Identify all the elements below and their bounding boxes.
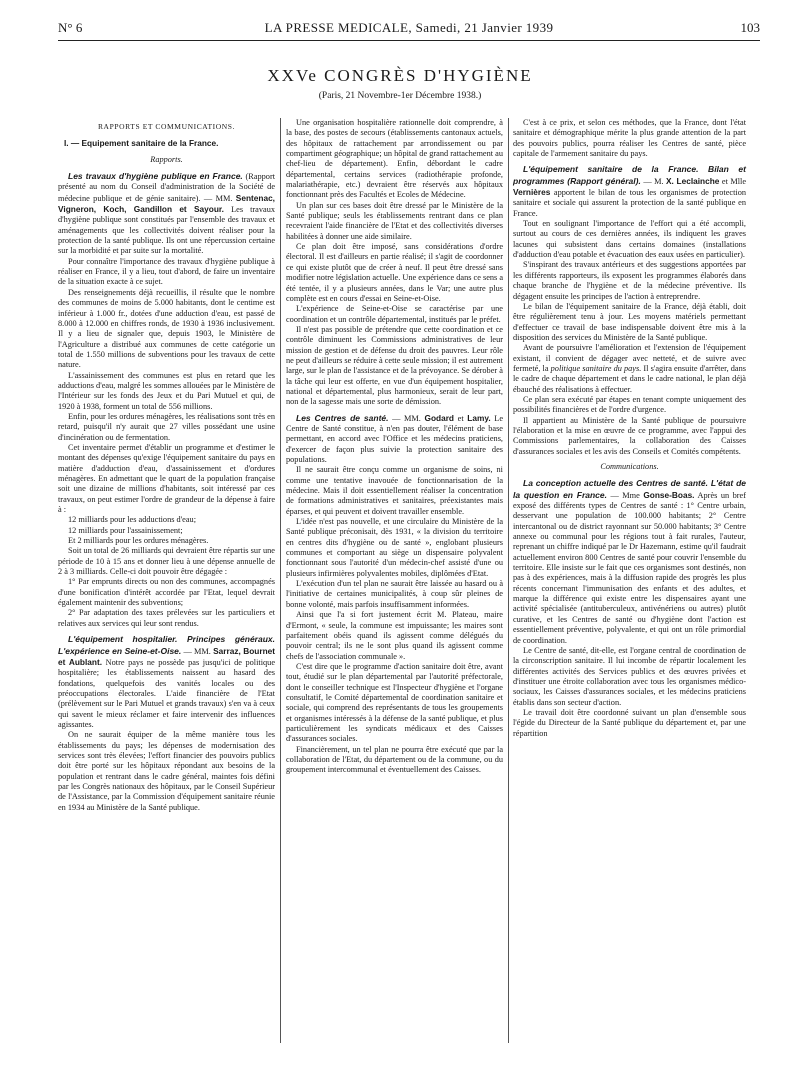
paragraph: S'inspirant des travaux antérieurs et des suggestions apportées par les différents rapporteurs, ils exposent les programmes élaborés dans chaque branche de l'hygiène et de la médecine préventive. Ils dégagent ensuite les principes de l'action à entreprendre. (513, 260, 746, 301)
article-heading: L'équipement hospitalier. Principes généraux. L'expérience en Seine-et-Oise. (58, 634, 275, 656)
sub-label-communications: Communications. (600, 462, 659, 471)
paragraph: Le travail doit être coordonné suivant un plan d'ensemble sous l'égide du Directeur de la Santé publique du département et, par une répartition (513, 707, 746, 738)
paragraph: 1° Par emprunts directs ou non des communes, accompagnés d'une bonification d'intérêt accordée par l'Etat, lequel devrait également maintenir des subventions; (58, 577, 275, 608)
paragraph: C'est à ce prix, et selon ces méthodes, que la France, dont l'état sanitaire et démographique mérite la plus grande attention de la part des pouvoirs publics, pourra réaliser les Centres de santé, pièce capitale de l'armement sanitaire du pays. (513, 118, 746, 159)
paragraph: Pour connaître l'importance des travaux d'hygiène publique à réaliser en France, il y a lieu, tout d'abord, de faire un inventaire de la situation exacte à ce sujet. (58, 256, 275, 287)
column-3 (513, 118, 746, 739)
paragraph: L'équipement sanitaire de la France. Bilan et programmes (Rapport général). — M. X. Leclainche et Mlle Vernières apportent le bilan de tous les organismes de protection sanitaire et sociale qui assurent la protection de la santé publique en France. (513, 164, 747, 218)
page-number-left: N° 6 (58, 20, 83, 35)
list-item: 12 milliards pour l'assainissement; (68, 525, 183, 535)
paragraph: La conception actuelle des Centres de santé. L'état de la question en France. — Mme Gonse-Boas. Après un bref exposé des différents types de Centres de santé : 1° Centre urbain, desservant une population de 100.000 habitants; 2° Centre intercantonal ou de district rayonnant sur 50.000 habitants; 3° Centre annexe ou communal pour les régions tout à fait rurales, l'auteur, reprenant un chiffre indiqué par le Dr Hazemann, estime qu'il faudrait actuellement environ 800 Centres de santé pour couvrir l'ensemble du territoire. Elle insiste sur le fait que ces organismes sont destinés, non pas à des expériences, mais à la diffusion rapide des progrès les plus récents concernant l'immunisation des enfants et des adultes, et marque la différence qui existe entre les dispensaires ayant une activité spécialisée (antituberculeux, antivénériens ou autres) plutôt curative, et les Centres de santé ou d'hygiène dont l'action est essentiellement préventive, polyvalente, et qui ont un rôle primordial de coordination. (513, 478, 747, 645)
speakers: Godard (424, 412, 455, 423)
paragraph: Avant de poursuivre l'amélioration et l'extension de l'équipement existant, il convient de dégager avec netteté, et de suivre avec fermeté, la politique sanitaire du pays. Il s'agira ensuite d'arrêter, dans le cadre de chaque département et dans le cadre national, le plan déjà ébauché des réalisations à effectuer. (513, 343, 746, 394)
sub-label-rapports: Rapports. (150, 154, 183, 164)
paragraph: Les travaux d'hygiène publique en France. (Rapport présenté au nom du Conseil d'administration de la Société de médecine publique et de génie sanitaire). — MM. Sentenac, Vigneron, Koch, Gandillon et Sayour. Les travaux d'hygiène publique sont constitués par l'ensemble des travaux et aménagements que les collectivités doivent réaliser pour la protection de la santé publique. Ils ont une répercussion certaine sur la morbidité et par suite sur la mortalité. (58, 171, 276, 256)
paragraph: Des renseignements déjà recueillis, il résulte que le nombre des communes de moins de 5.000 habitants, dont le centime est inférieur à 1.000 fr., dotées d'une adduction d'eau, est passé de 8.000 à 12.000 en chiffres ronds, de 1930 à 1936 inclusivement. Il y a lieu de signaler que, depuis 1903, le Ministère de l'Agriculture a distribué aux communes de cette catégorie un total de 1.550 millions de subventions pour les travaux de cette nature. (58, 287, 275, 370)
paragraph: Le Centre de santé, dit-elle, est l'organe central de coordination de la circonscription sanitaire. Il lui incombe de répartir localement les différentes activités des Services publics et des œuvres privées et d'instituer une étroite collaboration avec tous les organismes médico-sociaux, les Caisses d'assurances sociales, et les médecins praticiens établis dans son secteur d'action. (513, 645, 746, 707)
column-2 (286, 118, 503, 776)
paragraph: Ainsi que l'a si fort justement écrit M. Plateau, maire d'Ermont, « seule, la commune est impuissante; les maires sont parfaitement obéis quand ils agissent comme délégués du pouvoir central; ils ne le sont plus quand ils agissent comme chefs de l'association communale ». (286, 610, 503, 661)
list-item: Et 2 milliards pour les ordures ménagères. (68, 536, 209, 546)
paragraph: Le bilan de l'équipement sanitaire de la France, déjà établi, doit être régulièrement tenu à jour. Les moyens matériels permettant d'effectuer ce travail de base indispensable doivent être mis à la disposition des services du Ministère de la Santé publique. (513, 301, 746, 342)
paragraph: C'est dire que le programme d'action sanitaire doit être, avant tout, étudié sur le plan départemental par l'autorité préfectorale, dont le conseiller technique est l'Inspecteur d'hygiène et l'organe consultatif, le Comité départemental de coordination sanitaire et sociale, qui comprend des représentants de tous les groupements et organismes intéressés à la défense de la santé publique, et plus particulièrement les syndicats médicaux et des Caisses d'assurances sociales. (286, 661, 503, 744)
article-heading: Les Centres de santé. (296, 412, 389, 423)
paragraph: Il appartient au Ministère de la Santé publique de poursuivre l'élaboration et la mise en œuvre de ce programme, avec l'appui des Commissions parlementaires, la collaboration des Caisses d'assurances sociales et les avis des Conseils et Comités compétents. (513, 415, 746, 456)
speakers: Sentenac, Vigneron, Koch, Gandillon et Sayour. (58, 192, 275, 215)
paragraph: On ne saurait équiper de la même manière tous les établissements du pays; les dépenses de modernisation des services sont très élevées; l'effort financier des pouvoirs publics doit être porté sur les hôpitaux répondant aux besoins de la population et rentrant dans le cadre général, maintes fois défini par les Congrès nationaux des hôpitaux, par le Conseil Supérieur de l'Assistance, par la Commission d'équipement sanitaire réunie en 1934 au Ministère de la Santé publique. (58, 730, 275, 812)
journal-title: LA PRESSE MEDICALE, Samedi, 21 Janvier 1939 (264, 20, 554, 35)
speakers: Gonse-Boas. (643, 489, 695, 500)
paragraph: Ce plan doit être imposé, sans considérations d'ordre électoral. Il est d'ailleurs en partie réalisé; il s'agit de coordonner ce qui existe plutôt que de créer à neuf. Il peut être dressé sans modifier notre législation actuelle. Une expérience dans ce sens a été tentée, il y a plusieurs années, dans le Var; une autre plus complète est en cours d'essai en Seine-et-Oise. (286, 242, 504, 303)
column-1 (58, 118, 275, 813)
paragraph: L'expérience de Seine-et-Oise se caractérise par une coordination et un contrôle départemental, institués par le préfet. (286, 304, 503, 324)
article-heading: L'équipement sanitaire de la France. Bilan et programmes (Rapport général). (513, 164, 746, 186)
page-header (58, 18, 760, 41)
article-heading: La conception actuelle des Centres de santé. L'état de la question en France. (513, 478, 746, 500)
speakers: Sarraz, Bournet et Aublant. (58, 645, 276, 667)
paragraph: Soit un total de 26 milliards qui devraient être répartis sur une période de 10 à 15 ans et donner lieu à une dépense annuelle de 2 à 3 milliards. Celle-ci doit pouvoir être dégagée : (58, 546, 275, 577)
list-item: 12 milliards pour les adductions d'eau; (68, 515, 196, 525)
paragraph: 2° Par adaptation des taxes prélevées sur les particuliers et relatives aux services qui leur sont rendus. (58, 608, 275, 628)
speakers: Vernières (513, 187, 551, 198)
item-title: I. — Equipement sanitaire de la France. (64, 138, 219, 149)
speakers: Lamy. (467, 412, 491, 423)
article-heading: Les travaux d'hygiène publique en France. (68, 171, 243, 182)
column-divider (280, 118, 281, 1043)
speakers: X. Leclainche (666, 175, 720, 186)
paragraph: Enfin, pour les ordures ménagères, les réalisations sont très en retard, puisqu'il n'y aurait que 27 villes possédant une usine d'incinération ou de fermentation. (58, 411, 275, 442)
paragraph: L'assainissement des communes est plus en retard que les adductions d'eau, malgré les sommes allouées par le Ministère de l'Intérieur sur les fonds des Jeux et du Pari Mutuel et qui, de 1920 à 1938, forment un total de 556 millions. (58, 370, 275, 411)
paragraph: Ce plan sera exécuté par étapes en tenant compte uniquement des possibilités financières et de l'ordre d'urgence. (513, 394, 746, 415)
column-divider (508, 118, 509, 1043)
page-number-right: 103 (740, 20, 760, 35)
paragraph: Il n'est pas possible de prétendre que cette coordination et ce contrôle diminuent les Commissions administratives de leur mission de gestion et de défense du droit des pauvres. Leur rôle ne peut d'ailleurs se réduire à cette seule mission; il est autrement large, sur le plan de l'assistance et de la prévoyance. Se dérober à la tâche qui leur est offerte, en vue d'un équipement hospitalier, national et départemental, plus harmonieux, serait de leur part, non de la sagesse mais une sorte de démission. (286, 324, 503, 407)
congress-subtitle: (Paris, 21 Novembre-1er Décembre 1938.) (318, 91, 482, 101)
paragraph: Il ne saurait être conçu comme un organisme de soins, ni comme une tentative inavouée de fonctionnarisation de la médecine. Mais il doit essentiellement réaliser la concentration de formations administratives et sanitaires, préexistantes mais éparses, et qui peuvent et doivent travailler ensemble. (286, 465, 503, 516)
paragraph: L'équipement hospitalier. Principes généraux. L'expérience en Seine-et-Oise. — MM. Sarraz, Bournet et Aublant. Notre pays ne possède pas jusqu'ici de politique hospitalière; les établissements naissent au hasard des fondations, quelquefois des vanités locales ou des préoccupations électorales. L'aide financière de l'Etat (prélèvement sur le Pari Mutuel et grands travaux) s'en va à ceux qui savent le mieux réclamer et faire intervenir des influences agissantes. (58, 634, 276, 729)
paragraph: Une organisation hospitalière rationnelle doit comprendre, à la base, des postes de secours (établissements cantonaux actuels, des hôpitaux de rattachement par arrondissement ou par compartiment géographique; un hôpital de grand rattachement au chef-lieu de département). Enfin, débordant le cadre départemental, certains services (radiothérapie profonde, malariathérapie, etc.) devraient être réservés aux hôpitaux fonctionnant près des Facultés et Ecoles de Médecine. (286, 118, 503, 200)
paragraph: Cet inventaire permet d'établir un programme et d'estimer le montant des dépenses qu'exige l'équipement sanitaire du pays en matière d'adduction d'eau, d'assainissement et d'ordures ménagères. En admettant que le quart de la population française soit une dizaine de millions d'habitants, soit intéressé par ces travaux, on peut estimer l'ordre de grandeur de la dépense à faire à : (58, 442, 275, 515)
emphasis: politique sanitaire du pays. (550, 363, 642, 373)
paragraph: L'exécution d'un tel plan ne saurait être laissée au hasard ou à l'initiative de certaines municipalités, à coup sûr pleines de bonne volonté, mais parfois insuffisamment informées. (286, 579, 503, 609)
paragraph: Tout en soulignant l'importance de l'effort qui a été accompli, surtout au cours de ces dernières années, ils indiquent les graves lacunes qui subsistent dans certains domaines (installations d'adduction d'eau potable et évacuation des eaux usées en particulier). (513, 219, 746, 260)
paragraph: Les Centres de santé. — MM. Godard et Lamy. Le Centre de Santé constitue, à n'en pas douter, l'élément de base permettant, en accord avec l'Office et les médecins praticiens, d'exercer de façon plus suivie la protection sanitaire des populations. (286, 412, 504, 464)
section-label: RAPPORTS ET COMMUNICATIONS. (97, 122, 236, 131)
congress-title: XXVe CONGRÈS D'HYGIÈNE (267, 66, 533, 85)
paragraph: Un plan sur ces bases doit être dressé par le Ministère de la Santé publique; seuls les établissements rentrant dans ce plan recevraient l'aide financière de l'Etat et des collectivités diverses habilitées à donner une aide similaire. (286, 200, 503, 241)
paragraph: L'idée n'est pas nouvelle, et une circulaire du Ministère de la Santé publique préconisait, dès 1931, « la division du territoire en centres dits d'hygiène ou de santé », englobant plusieurs communes et comportant au siège un dispensaire polyvalent fonctionnant sous l'autorité d'un médecin-chef assisté d'une ou plusieurs infirmières polyvalentes mobiles, diplômées d'Etat. (286, 517, 503, 578)
paragraph: Financièrement, un tel plan ne pourra être exécuté que par la collaboration de l'Etat, du département ou de la commune, ou du groupement intercommunal et éventuellement des Caisses. (286, 744, 503, 775)
